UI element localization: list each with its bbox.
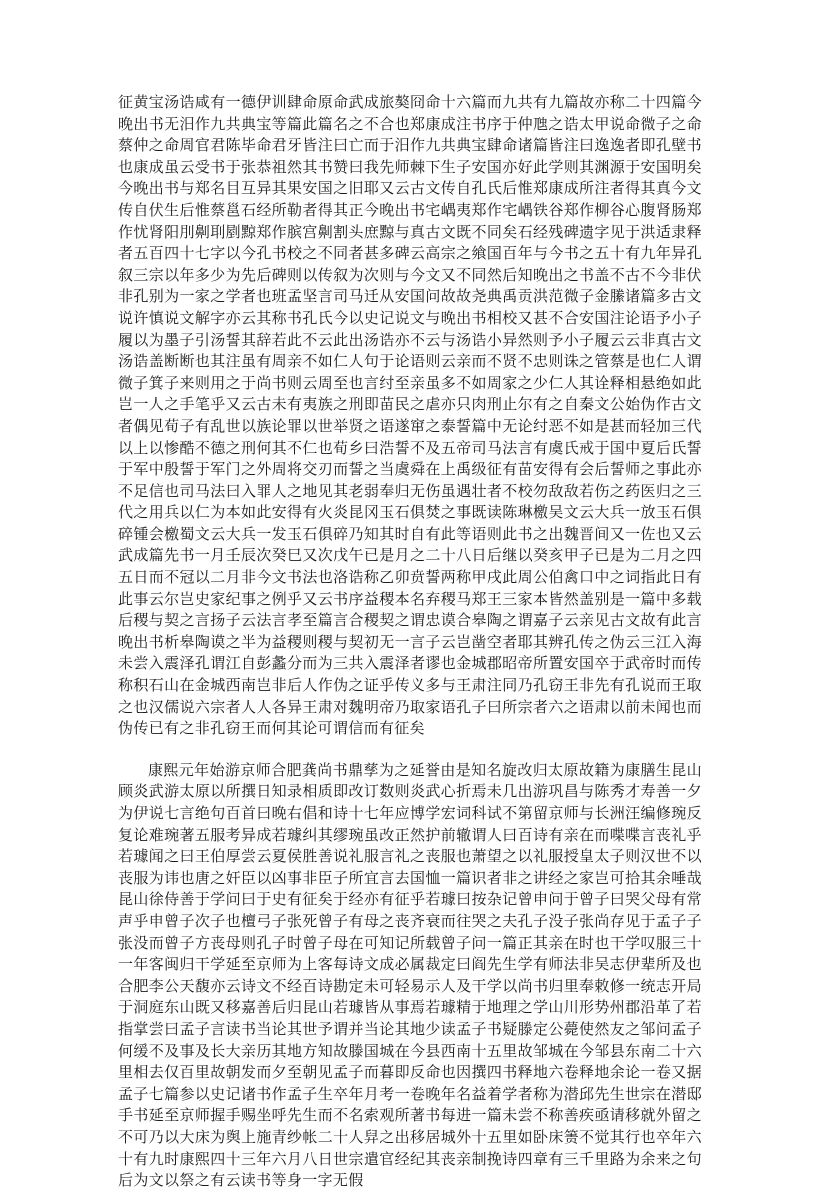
body-paragraph-1: 征黄宝汤诰咸有一德伊训肆命原命武成旅獒冏命十六篇而九共有九篇故亦称二十四篇今晚出书无汨作九共典宝等篇此篇名之不合也郑康成注书序于仲虺之诰太甲说命微子之命蔡仲之命周官君陈毕命君牙皆注曰亡而于汨作九共典宝肆命诸篇皆注曰逸逸者即孔壁书也康成虽云受书于张恭祖然其书赞曰我先师棘下生子安国亦好此学则其渊源于安国明矣今晚出书与郑名目互异其果安国之旧耶又云古文传自孔氏后惟郑康成所注者得其真今文传自伏生后惟蔡邕石经所勒者得其正今晚出书宅嵎夷郑作宅嵎铁谷郑作柳谷心腹肾肠郑作忧肾阳刖劓刵剭黥郑作膑宫劓割头庶黥与真古文既不同矣石经残碑遗字见于洪适隶释者五百四十七字以今孔书校之不同者甚多碑云高宗之飨国百年与今书之五十有九年异孔叙三宗以年多少为先后碑则以传叙为次则与今文又不同然后知晚出之书盖不古不今非伏非孔别为一家之学者也班孟坚言司马迁从安国问故故尧典禹贡洪范微子金縢诸篇多古文说许慎说文解字亦云其称书孔氏今以史记说文与晚出书相校又甚不合安国注论语予小子履以为墨子引汤誓其辞若此不云此出汤诰亦不云与汤诰小异然则予小子履云云非真古文汤诰盖断断也其注虽有周亲不如仁人句于论语则云亲而不贤不忠则诛之管蔡是也仁人谓微子箕子来则用之于尚书则云周至也言纣至亲虽多不如周家之少仁人其诠释相悬绝如此岂一人之手笔乎又云古未有夷族之刑即苗民之虐亦只肉刑止尔有之自秦文公始伪作古文者偶见荀子有乱世以族论罪以世举贤之语遂窜之泰誓篇中无论纣恶不如是甚而轻加三代以上以惨酷不德之刑何其不仁也荀乡曰浩誓不及五帝司马法言有虞氏戒于国中夏后氏誓于军中殷誓于军门之外周将交刃而誓之当虞舜在上禹级征有苗安得有会后誓师之事此亦不足信也司马法曰入罪人之地见其老弱奉归无伤虽遇壮者不校勿敌敌若伤之药医归之三代之用兵以仁为本如此安得有火炎昆冈玉石俱焚之事既读陈琳檄吴文云大兵一放玉石俱碎锺会檄蜀文云大兵一发玉石俱碎乃知其时自有此等语则此书之出魏晋间又一佐也又云武成篇先书一月壬辰次癸巳又次戊午已是月之二十八日后继以癸亥甲子已是为二月之四五日而不冠以二月非今文书法也洛诰称乙卯贲誓两称甲戌此周公伯禽口中之词指此日有此事云尔岂史家纪事之例乎又云书序益稷本名弃稷马郑王三家本皆然盖别是一篇中多载后稷与契之言扬子云法言孝至篇言合稷契之谓忠谟合皋陶之谓嘉子云亲见古文故有此言晚出书析皋陶谟之半为益稷则稷与契初无一言子云岂凿空者耶其辨孔传之伪云三江入海未尝入震泽孔谓江自彭蠡分而为三共入震泽者谬也金城郡昭帝所置安国卒于武帝时而传称积石山在金城西南岂非后人作伪之证乎传义多与王肃注同乃孔窃王非先有孔说而王取之也汉儒说六宗者人人各异王肃对魏明帝乃取家语孔子曰所宗者六之语肃以前未闻也而伪传已有之非孔窃王而何其论可谓信而有征矣: [118, 93, 702, 738]
document-page: [118, 92, 702, 1192]
body-paragraph-2: 康熙元年始游京师合肥龚尚书鼎孳为之延誉由是知名旋改归太原故籍为康膳生昆山顾炎武游太原以所撰日知录相质即改订数则炎武心折焉未几出游巩昌与陈秀才寿善一夕为伊说七言绝句百首曰晚右倡和诗十七年应博学宏词科试不第留京师与长洲汪编修琬反复论难琬著五服考异成若璩纠其缪琬虽改正然护前辙谓人曰百诗有亲在而喋喋言丧礼乎若璩闻之曰王伯厚尝云夏侯胜善说礼服言礼之丧服也萧望之以礼服授皇太子则汉世不以丧服为讳也唐之奸臣以凶事非臣子所宜言去国恤一篇识者非之讲经之家岂可拾其余唾哉昆山徐侍善于学问曰于史有征矣于经亦有征乎若璩曰按杂记曾申问于曾子曰哭父母有常声乎申曾子次子也檀弓子张死曾子有母之丧齐衰而往哭之夫孔子没子张尚存见于孟子子张没而曾子方丧母则孔子时曾子母在可知记所载曾子问一篇正其亲在时也干学叹服三十一年客闽归干学延至京师为上客每诗文成必属裁定曰阎先生学有师法非吴志伊辈所及也合肥李公天馥亦云诗文不经百诗勘定未可轻易示人及干学以尚书归里奉敕修一统志开局于洞庭东山既又移嘉善后归昆山若璩皆从事焉若璩精于地理之学山川形势州郡沿革了若指掌尝曰孟子言读书当论其世予谓并当论其地少读孟子书疑滕定公薨使然友之邹问孟子何缓不及事及长大亲历其地方知故滕国城在今县西南十五里故邹城在今邹县东南二十六里相去仅百里故朝发而夕至朝见孟子而暮即反命也因撰四书释地六卷释地余论一卷又据孟子七篇参以史记诸书作孟子生卒年月考一卷晚年名益着学者称为潜邱先生世宗在潜邸手书延至京师握手赐坐呼先生而不名索观所著书每进一篇未尝不称善疾亟请移就外留之不可乃以大床为舆上施青纱帐二十人舁之出移居城外十五里如卧床箦不觉其行也卒年六十有九时康熙四十三年六月八日世宗遣官经纪其丧亲制挽诗四章有三千里路为余来之句后为文以祭之有云读书等身一字无假: [118, 760, 702, 1190]
